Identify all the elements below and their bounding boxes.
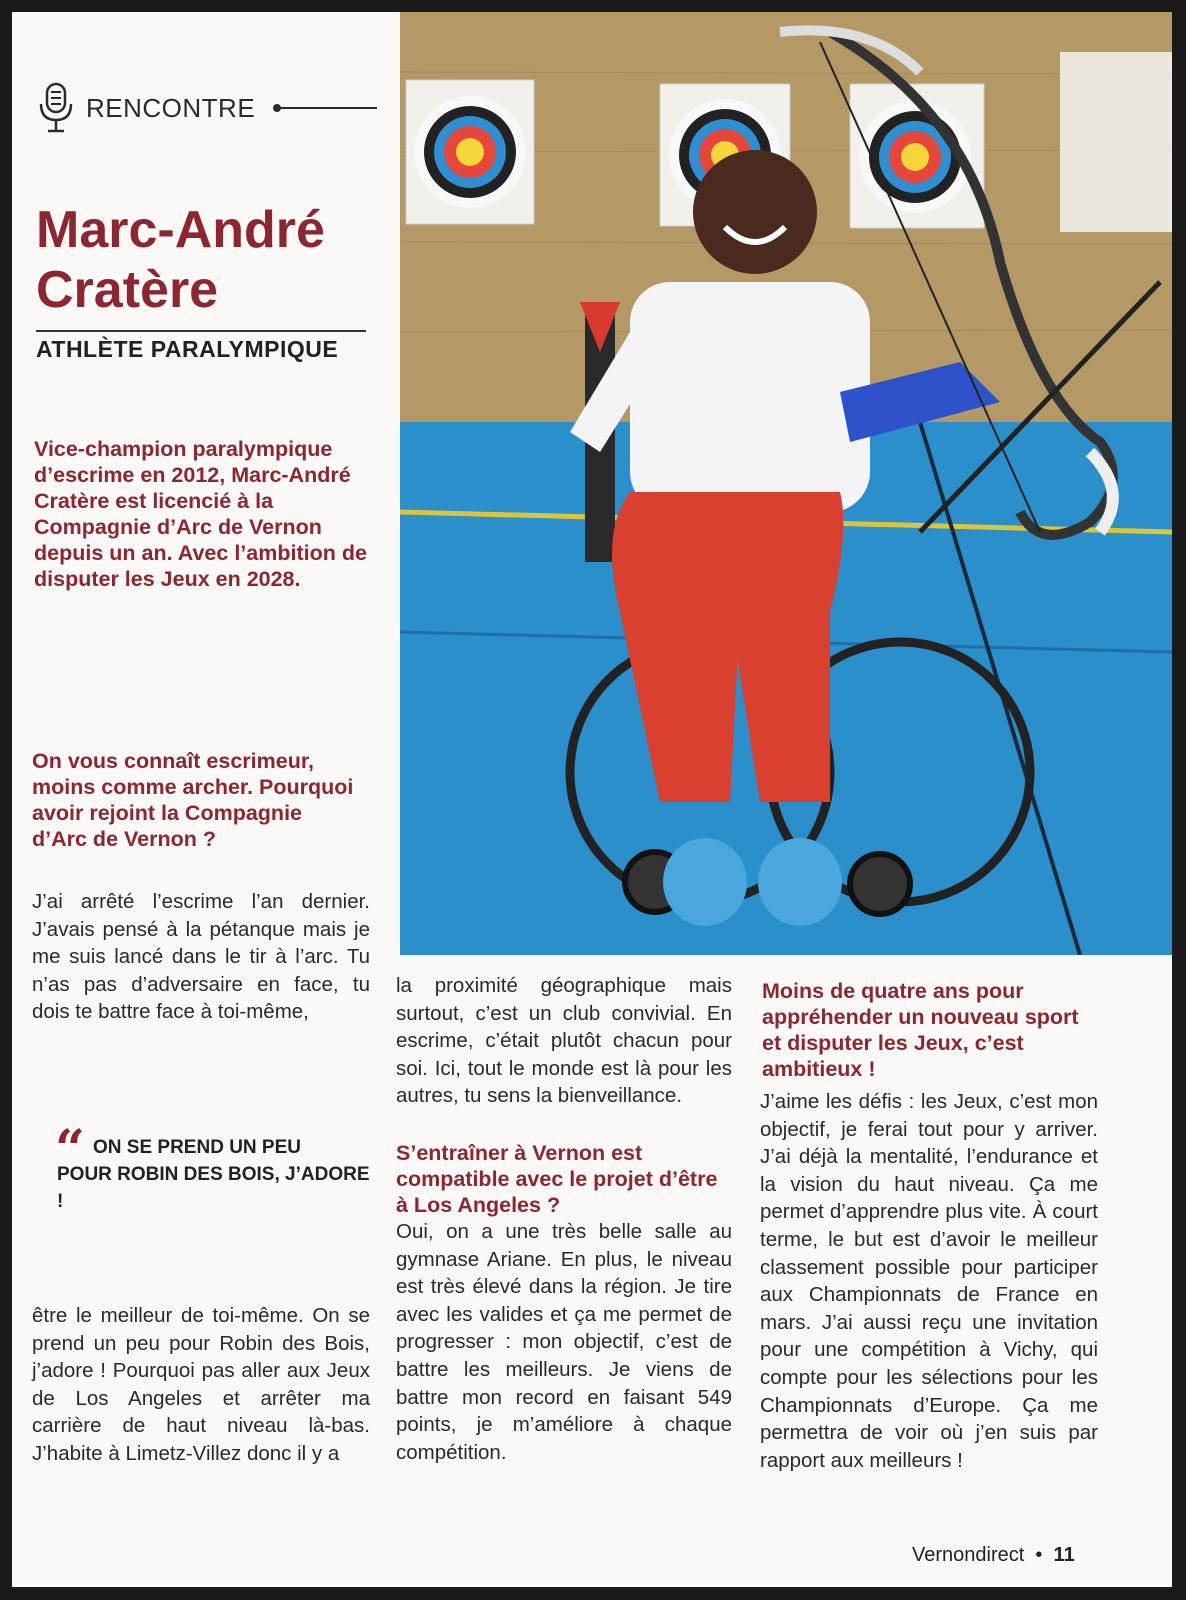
quote-mark-icon: “ [55, 1119, 85, 1180]
title-line-1: Marc-André [36, 201, 325, 259]
pull-quote-line-1: ON SE PREND UN PEU [93, 1137, 301, 1158]
magazine-page [12, 12, 1172, 1587]
microphone-icon [36, 82, 76, 134]
answer-2: Oui, on a une très belle salle au gymnase Ariane. En plus, le niveau est très élevé dans la région. Je tire avec les valides et ça me permet de progresser : mon objectif, c’est de battre les meilleurs. Je viens de battre mon record en faisant 549 points, je m’améliore à chaque compétition. [396, 1220, 732, 1464]
kicker-rule [281, 107, 377, 109]
answer-1-part-2: être le meilleur de toi-même. On se prend un peu pour Robin des Bois, j’adore ! Pourquoi pas aller aux Jeux de Los Angeles et arrêter ma carrière de haut niveau là-bas. J’habite à Limetz-Villez donc il y a [32, 1304, 370, 1465]
lead-paragraph: Vice-champion paralympique d’escrime en 2012, Marc-André Cratère est licencié à la Compagnie d’Arc de Vernon depuis un an. Avec l’ambition de disputer les Jeux en 2028. [34, 437, 367, 591]
answer-3: J’aime les défis : les Jeux, c’est mon objectif, je ferai tout pour y arriver. J’ai déjà la mentalité, l’endurance et la vision du haut niveau. Ça me permet d’apprendre plus vite. À court terme, le but est d’avoir le meilleur classement possible pour participer aux Championnats de France en mars. J’ai aussi reçu une invitation pour une compétition à Vichy, qui compte pour les sélections pour les Championnats d’Europe. Ça me permettra de voir où j’en suis par rapport aux meilleurs ! [760, 1090, 1098, 1472]
page-footer [912, 1544, 1152, 1567]
answer-1-part-1: J’ai arrêté l’escrime l’an dernier. J’avais pensé à la pétanque mais je me suis lancé dans le tir à l’arc. Tu n’as pas d’adversaire en face, tu dois te battre face à toi-même, [32, 890, 370, 1024]
pull-quote-line-2: POUR ROBIN DES BOIS, J’ADORE ! [57, 1164, 370, 1212]
section-kicker [36, 82, 377, 134]
athlete-photo [400, 12, 1172, 955]
pull-quote [55, 1119, 377, 1215]
kicker-dot [273, 104, 281, 112]
answer-1-part-3: la proximité géographique mais surtout, c’est un club convivial. En escrime, c’était plutôt chacun pour soi. Ici, tout le monde est là pour les autres, tu sens la bienveillance. [396, 974, 732, 1108]
title-line-2: Cratère [36, 261, 219, 319]
footer-separator: • [1029, 1544, 1048, 1566]
photo-illustration [400, 12, 1172, 955]
question-3: Moins de quatre ans pour appréhender un nouveau sport et disputer les Jeux, c’est ambitieux ! [762, 979, 1079, 1081]
page-number: 11 [1053, 1544, 1075, 1566]
question-2: S’entraîner à Vernon est compatible avec le projet d’être à Los Angeles ? [396, 1141, 718, 1217]
question-1: On vous connaît escrimeur, moins comme archer. Pourquoi avoir rejoint la Compagnie d’Arc de Vernon ? [32, 749, 354, 851]
article-subtitle: ATHLÈTE PARALYMPIQUE [36, 330, 366, 363]
footer-brand: Vernondirect [912, 1544, 1025, 1566]
section-label: RENCONTRE [86, 92, 256, 123]
target-1 [406, 80, 534, 224]
article-title [36, 200, 406, 320]
